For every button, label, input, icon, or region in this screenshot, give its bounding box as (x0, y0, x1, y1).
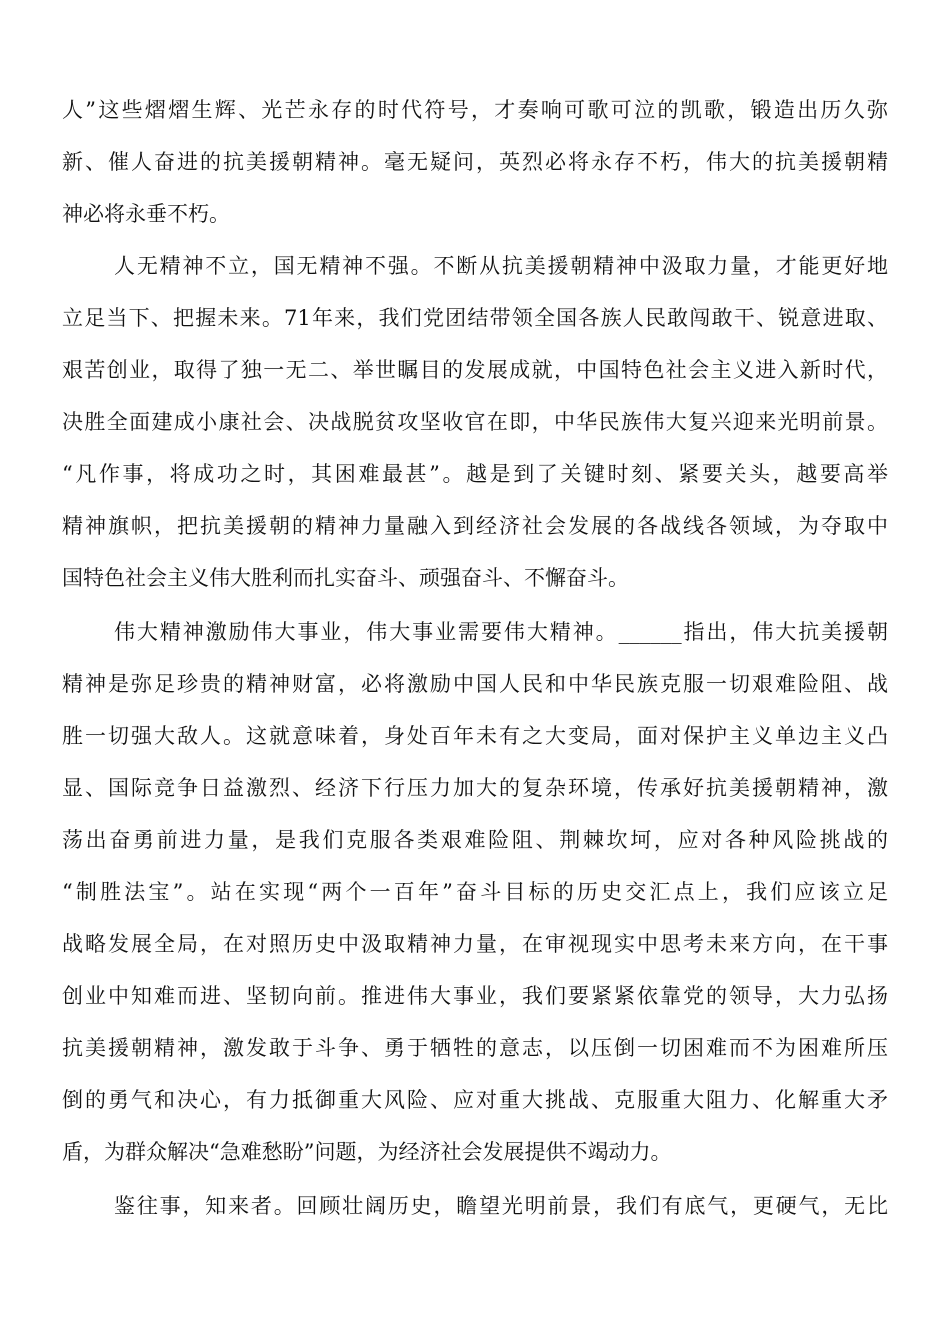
paragraph-1-line-3: 神必将永垂不朽。 (62, 202, 230, 226)
paragraph-3-line-8: 创业中知难而进、坚韧向前。推进伟大事业，我们要紧紧依靠党的领导，大力弘扬 (62, 984, 888, 1008)
paragraph-3-line-1: 伟大精神激励伟大事业，伟大事业需要伟大精神。______指出，伟大抗美援朝 (114, 620, 888, 644)
paragraph-2-line-6: 精神旗帜，把抗美援朝的精神力量融入到经济社会发展的各战线各领域，为夺取中 (62, 514, 888, 538)
paragraph-1-line-2: 新、催人奋进的抗美援朝精神。毫无疑问，英烈必将永存不朽，伟大的抗美援朝精 (62, 150, 888, 174)
paragraph-2-line-7: 国特色社会主义伟大胜利而扎实奋斗、顽强奋斗、不懈奋斗。 (62, 566, 629, 590)
paragraph-3-line-10: 倒的勇气和决心，有力抵御重大风险、应对重大挑战、克服重大阻力、化解重大矛 (62, 1088, 888, 1112)
paragraph-1-line-1: 人”这些熠熠生辉、光芒永存的时代符号，才奏响可歌可泣的凯歌，锻造出历久弥 (62, 98, 888, 122)
paragraph-3-line-4: 显、国际竞争日益激烈、经济下行压力加大的复杂环境，传承好抗美援朝精神，激 (62, 776, 888, 800)
paragraph-2-line-2: 立足当下、把握未来。71年来，我们党团结带领全国各族人民敢闯敢干、锐意进取、 (62, 306, 888, 330)
paragraph-2-line-1: 人无精神不立，国无精神不强。不断从抗美援朝精神中汲取力量，才能更好地 (114, 254, 888, 278)
paragraph-2-line-5: “凡作事，将成功之时，其困难最甚”。越是到了关键时刻、紧要关头，越要高举 (62, 462, 888, 486)
paragraph-3-line-2: 精神是弥足珍贵的精神财富，必将激励中国人民和中华民族克服一切艰难险阻、战 (62, 672, 888, 696)
paragraph-3-line-7: 战略发展全局，在对照历史中汲取精神力量，在审视现实中思考未来方向，在干事 (62, 932, 888, 956)
paragraph-3-line-11: 盾，为群众解决“急难愁盼”问题，为经济社会发展提供不竭动力。 (62, 1140, 672, 1164)
paragraph-2-line-3: 艰苦创业，取得了独一无二、举世瞩目的发展成就，中国特色社会主义进入新时代， (62, 358, 888, 382)
paragraph-3-line-3: 胜一切强大敌人。这就意味着，身处百年未有之大变局，面对保护主义单边主义凸 (62, 724, 888, 748)
paragraph-3-line-5: 荡出奋勇前进力量，是我们克服各类艰难险阻、荆棘坎坷，应对各种风险挑战的 (62, 828, 888, 852)
paragraph-4-line-1: 鉴往事，知来者。回顾壮阔历史，瞻望光明前景，我们有底气，更硬气，无比 (114, 1194, 888, 1218)
paragraph-3-line-6: “制胜法宝”。站在实现“两个一百年”奋斗目标的历史交汇点上，我们应该立足 (62, 880, 888, 904)
paragraph-2-line-4: 决胜全面建成小康社会、决战脱贫攻坚收官在即，中华民族伟大复兴迎来光明前景。 (62, 410, 888, 434)
paragraph-3-line-9: 抗美援朝精神，激发敢于斗争、勇于牺牲的意志，以压倒一切困难而不为困难所压 (62, 1036, 888, 1060)
